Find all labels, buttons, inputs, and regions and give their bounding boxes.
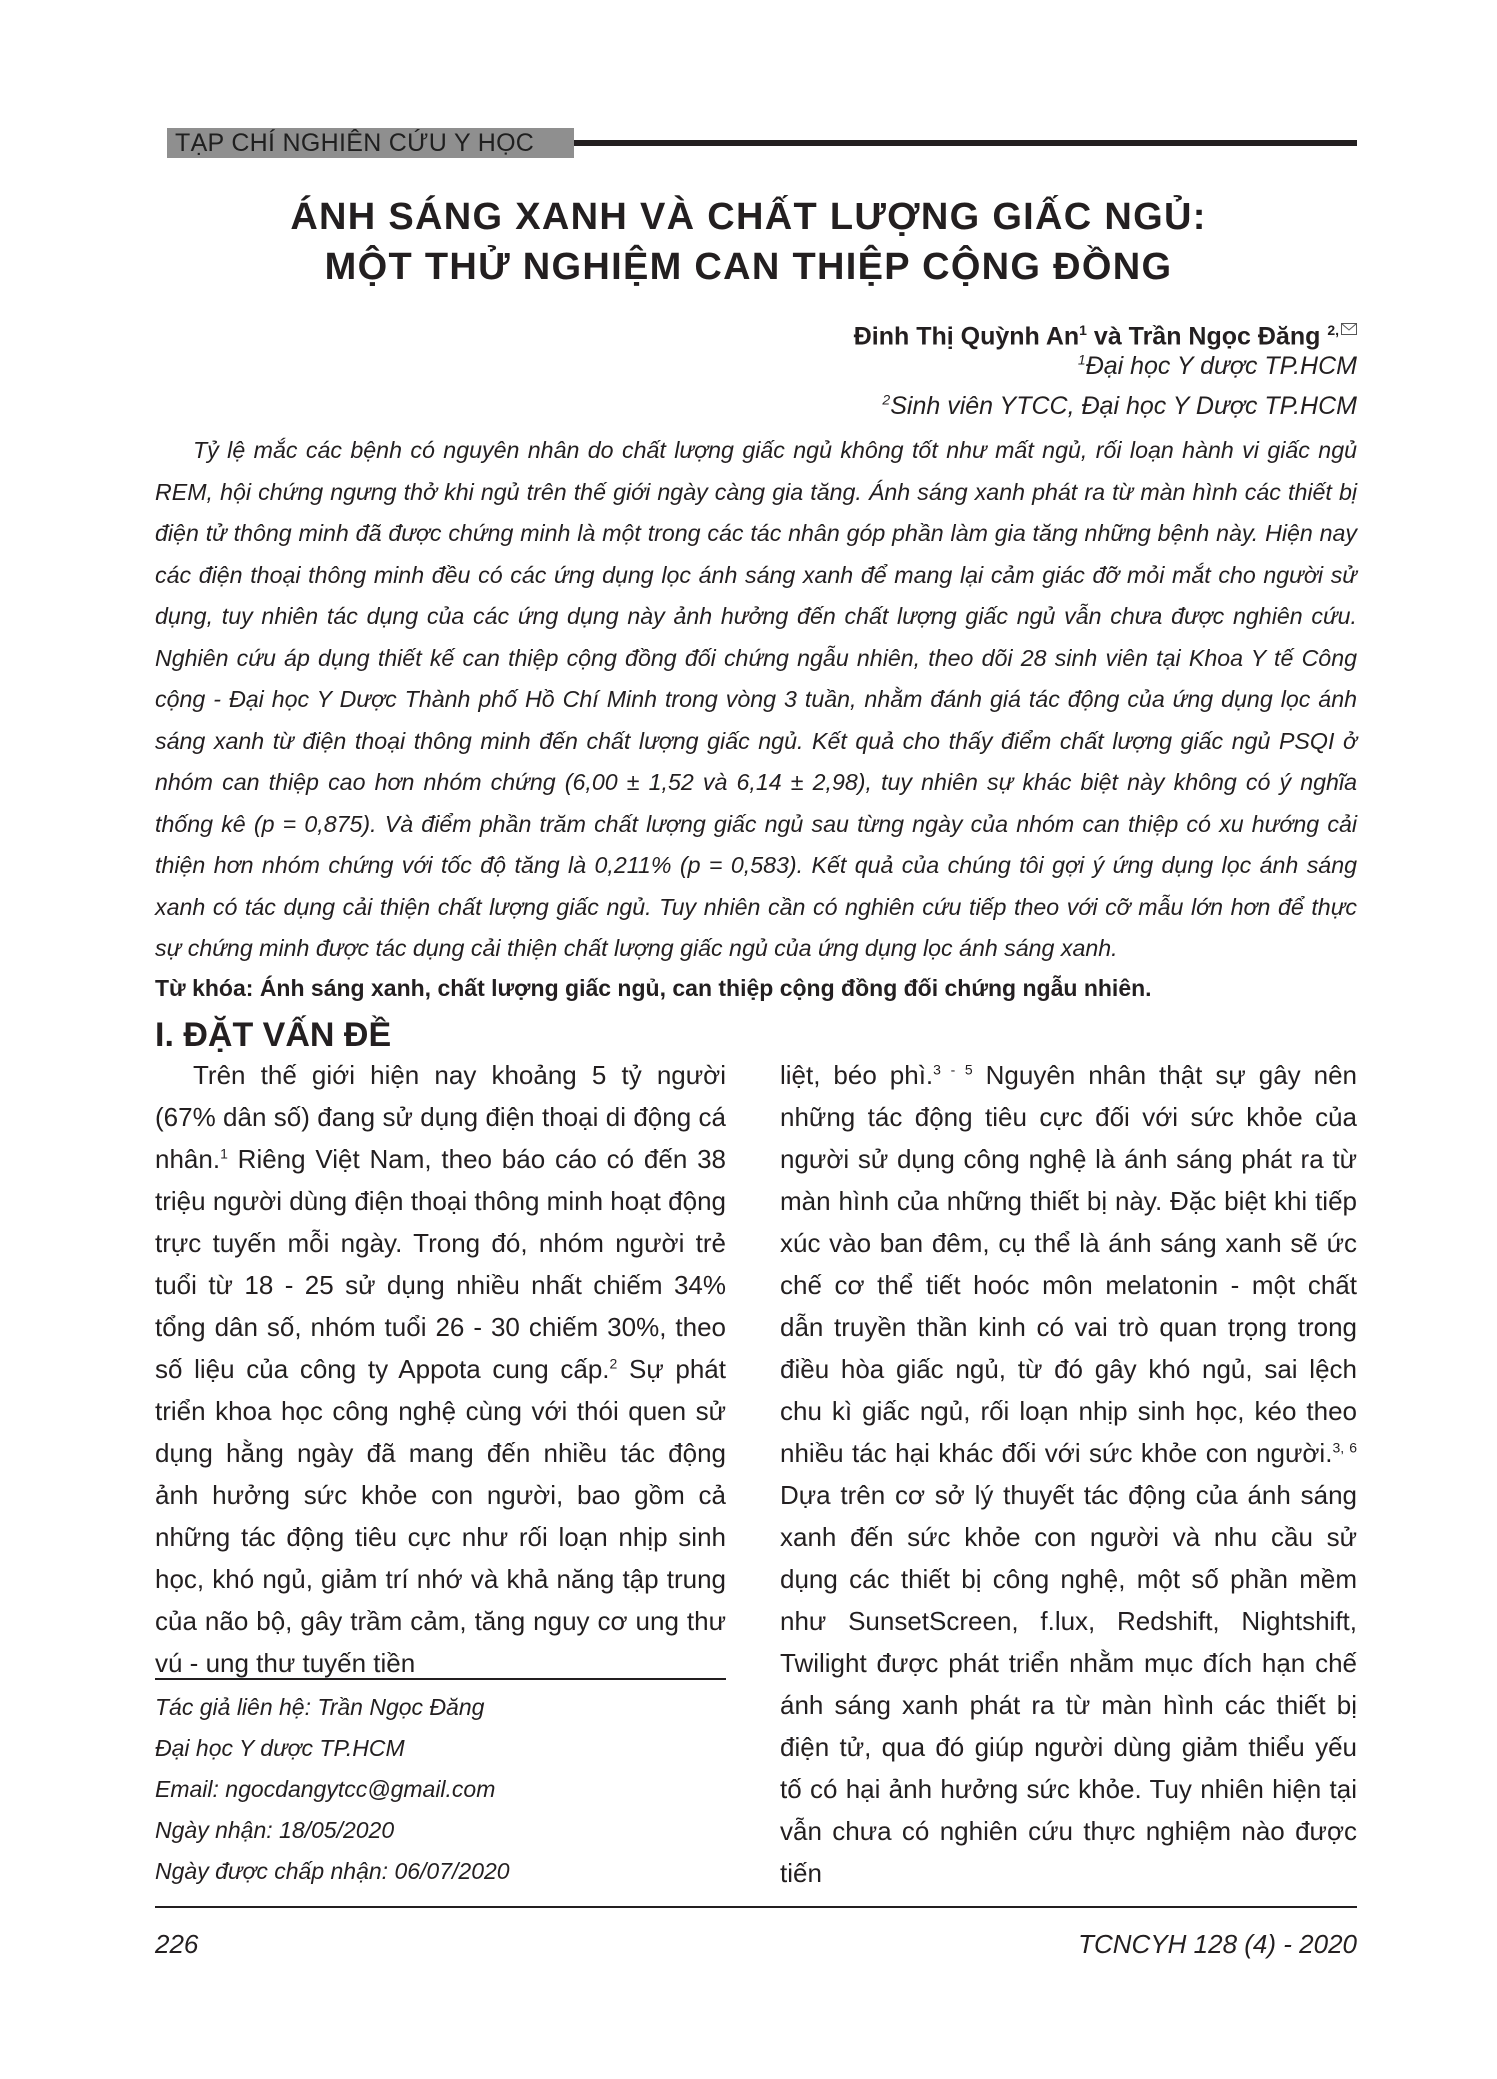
- abstract: Tỷ lệ mắc các bệnh có nguyên nhân do chất lượng giấc ngủ không tốt như mất ngủ, rối loạn hành vi giấc ngủ REM, hội chứng ngưng thở khi ngủ trên thế giới ngày càng gia tăng. Ánh sáng xanh phát ra từ màn hình các thiết bị điện tử thông minh đã được chứng minh là một trong các tác nhân góp phần làm gia tăng những bệnh này. Hiện nay các điện thoại thông minh đều có các ứng dụng lọc ánh sáng xanh để mang lại cảm giác đỡ mỏi mắt cho người sử dụng, tuy nhiên tác dụng của các ứng dụng này ảnh hưởng đến chất lượng giấc ngủ vẫn chưa được nghiên cứu. Nghiên cứu áp dụng thiết kế can thiệp cộng đồng đối chứng ngẫu nhiên, theo dõi 28 sinh viên tại Khoa Y tế Công cộng - Đại học Y Dược Thành phố Hồ Chí Minh trong vòng 3 tuần, nhằm đánh giá tác động của ứng dụng lọc ánh sáng xanh từ điện thoại thông minh đến chất lượng giấc ngủ. Kết quả cho thấy điểm chất lượng giấc ngủ PSQI ở nhóm can thiệp cao hơn nhóm chứng (6,00 ± 1,52 và 6,14 ± 2,98), tuy nhiên sự khác biệt này không có ý nghĩa thống kê (p = 0,875). Và điểm phần trăm chất lượng giấc ngủ sau từng ngày của nhóm can thiệp có xu hướng cải thiện hơn nhóm chứng với tốc độ tăng là 0,211% (p = 0,583). Kết quả của chúng tôi gợi ý ứng dụng lọc ánh sáng xanh có tác dụng cải thiện chất lượng giấc ngủ. Tuy nhiên cần có nghiên cứu tiếp theo với cỡ mẫu lớn hơn để thực sự chứng minh được tác dụng cải thiện chất lượng giấc ngủ của ứng dụng lọc ánh sáng xanh.: [155, 437, 1357, 961]
- body-text: Dựa trên cơ sở lý thuyết tác động của ánh sáng xanh đến sức khỏe con người và nhu cầu sử dụng các thiết bị công nghệ, một số phần mềm như SunsetScreen, f.lux, Redshift, Nightshift, Twilight được phát triển nhằm mục đích hạn chế ánh sáng xanh phát ra từ màn hình các thiết bị điện tử, qua đó giúp người dùng giảm thiểu yếu tố có hại ảnh hưởng sức khỏe. Tuy nhiên hiện tại vẫn chưa có nghiên cứu thực nghiệm nào được tiến: [780, 1480, 1357, 1888]
- affiliation-1-text: Đại học Y dược TP.HCM: [1085, 352, 1357, 380]
- author-1: Đinh Thị Quỳnh An: [853, 322, 1080, 351]
- footnote-contact: Tác giả liên hệ: Trần Ngọc Đăng: [155, 1694, 485, 1720]
- journal-reference: TCNCYH 128 (4) - 2020: [1078, 1929, 1357, 1959]
- affiliation-2-mark: 2: [882, 391, 891, 408]
- body-text: Sự phát triển khoa học công nghệ cùng với thói quen sử dụng hằng ngày đã mang đến nhiều tác động ảnh hưởng sức khỏe con người, bao gồm cả những tác động tiêu cực như rối loạn nhịp sinh học, khó ngủ, giảm trí nhớ và khả năng tập trung của não bộ, gây trầm cảm, tăng nguy cơ ung thư vú - ung thư tuyến tiền: [155, 1354, 726, 1678]
- keywords: Từ khóa: Ánh sáng xanh, chất lượng giấc ngủ, can thiệp cộng đồng đối chứng ngẫu nhiên.: [155, 975, 1152, 1001]
- footnote-accepted-date: Ngày được chấp nhận: 06/07/2020: [155, 1858, 510, 1884]
- author-2-affiliation-mark: 2,: [1327, 322, 1339, 338]
- body-text: liệt, béo phì.: [780, 1060, 934, 1090]
- affiliation-1-mark: 1: [1077, 351, 1086, 368]
- author-list: [854, 313, 1357, 351]
- footer-rule: [155, 1906, 1357, 1908]
- affiliation-1: [1078, 352, 1357, 381]
- page-number: 226: [155, 1929, 199, 1959]
- affiliation-2: [882, 392, 1357, 421]
- citation-ref: 3, 6: [1332, 1439, 1357, 1456]
- citation-ref: 2: [609, 1355, 618, 1372]
- envelope-icon: [1341, 313, 1357, 342]
- footnote-received-date: Ngày nhận: 18/05/2020: [155, 1817, 395, 1843]
- author-2: Trần Ngọc Đăng: [1128, 322, 1328, 351]
- article-title-line-2: MỘT THỬ NGHIỆM CAN THIỆP CỘNG ĐỒNG: [324, 246, 1173, 288]
- body-column-right: [780, 1054, 1357, 1894]
- body-text: Trên thế giới hiện nay khoảng 5 tỷ người (67% dân số) đang sử dụng điện thoại di động cá nhân.: [155, 1060, 726, 1174]
- journal-name: TẠP CHÍ NGHIÊN CỨU Y HỌC: [167, 128, 574, 158]
- body-text: Nguyên nhân thật sự gây nên những tác động tiêu cực đối với sức khỏe của người sử dụng công nghệ là ánh sáng phát ra từ màn hình của những thiết bị này. Đặc biệt khi tiếp xúc vào ban đêm, cụ thể là ánh sáng xanh sẽ ức chế cơ thể tiết hoóc môn melatonin - một chất dẫn truyền thần kinh có vai trò quan trọng trong điều hòa giấc ngủ, từ đó gây khó ngủ, sai lệch chu kì giấc ngủ, rối loạn nhịp sinh học, kéo theo nhiều tác hại khác đối với sức khỏe con người.: [780, 1060, 1358, 1468]
- author-connector: và: [1086, 322, 1129, 351]
- footnote-divider: [155, 1678, 726, 1680]
- section-heading: I. ĐẶT VẤN ĐỀ: [155, 1016, 392, 1054]
- citation-ref: 1: [220, 1145, 228, 1162]
- author-1-affiliation-mark: 1: [1079, 322, 1087, 338]
- affiliation-2-text: Sinh viên YTCC, Đại học Y Dược TP.HCM: [890, 392, 1357, 420]
- body-column-left: [155, 1054, 726, 1684]
- citation-ref: 3 - 5: [933, 1061, 973, 1078]
- journal-header-bar: [167, 128, 1357, 158]
- footnote-institution: Đại học Y dược TP.HCM: [155, 1735, 405, 1761]
- header-rule: [574, 140, 1357, 146]
- body-text: Riêng Việt Nam, theo báo cáo có đến 38 triệu người dùng điện thoại thông minh hoạt động trực tuyến mỗi ngày. Trong đó, nhóm người trẻ tuổi từ 18 - 25 sử dụng nhiều nhất chiếm 34% tổng dân số, nhóm tuổi 26 - 30 chiếm 30%, theo số liệu của công ty Appota cung cấp.: [155, 1144, 726, 1384]
- footnote-email[interactable]: Email: ngocdangytcc@gmail.com: [155, 1776, 496, 1802]
- article-title-line-1: ÁNH SÁNG XANH VÀ CHẤT LƯỢNG GIẤC NGỦ:: [290, 196, 1207, 238]
